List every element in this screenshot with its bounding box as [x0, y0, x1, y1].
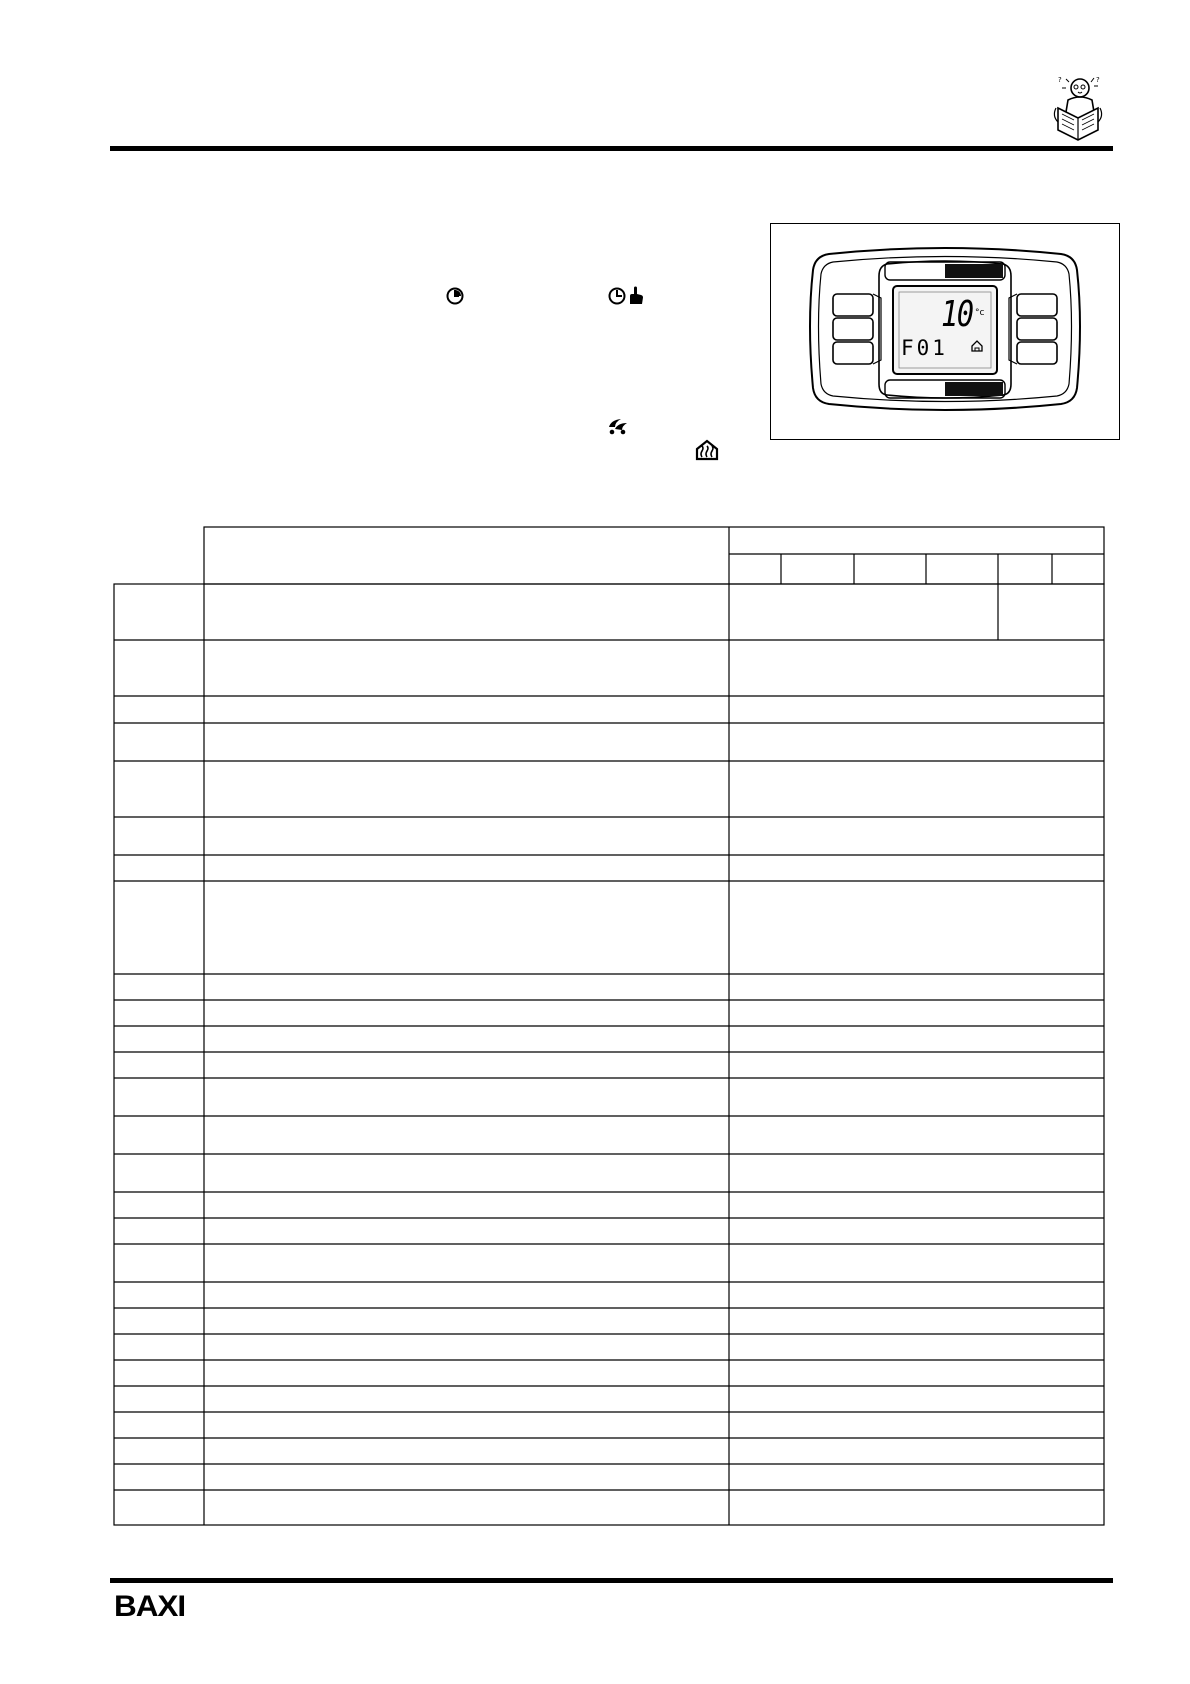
- degree-celsius-icon: °c: [975, 308, 985, 318]
- table-body: [114, 584, 1104, 1525]
- baxi-logo: [114, 1590, 186, 1624]
- logo-text: BAXI: [114, 1590, 186, 1623]
- svg-text:?: ?: [1058, 76, 1062, 84]
- lcd-error-code: F01: [901, 336, 948, 360]
- lcd-main-value: 10: [941, 294, 973, 335]
- table-header-block: [204, 527, 1104, 584]
- bottom-rule: [110, 1578, 1113, 1583]
- svg-text:?: ?: [1096, 76, 1100, 84]
